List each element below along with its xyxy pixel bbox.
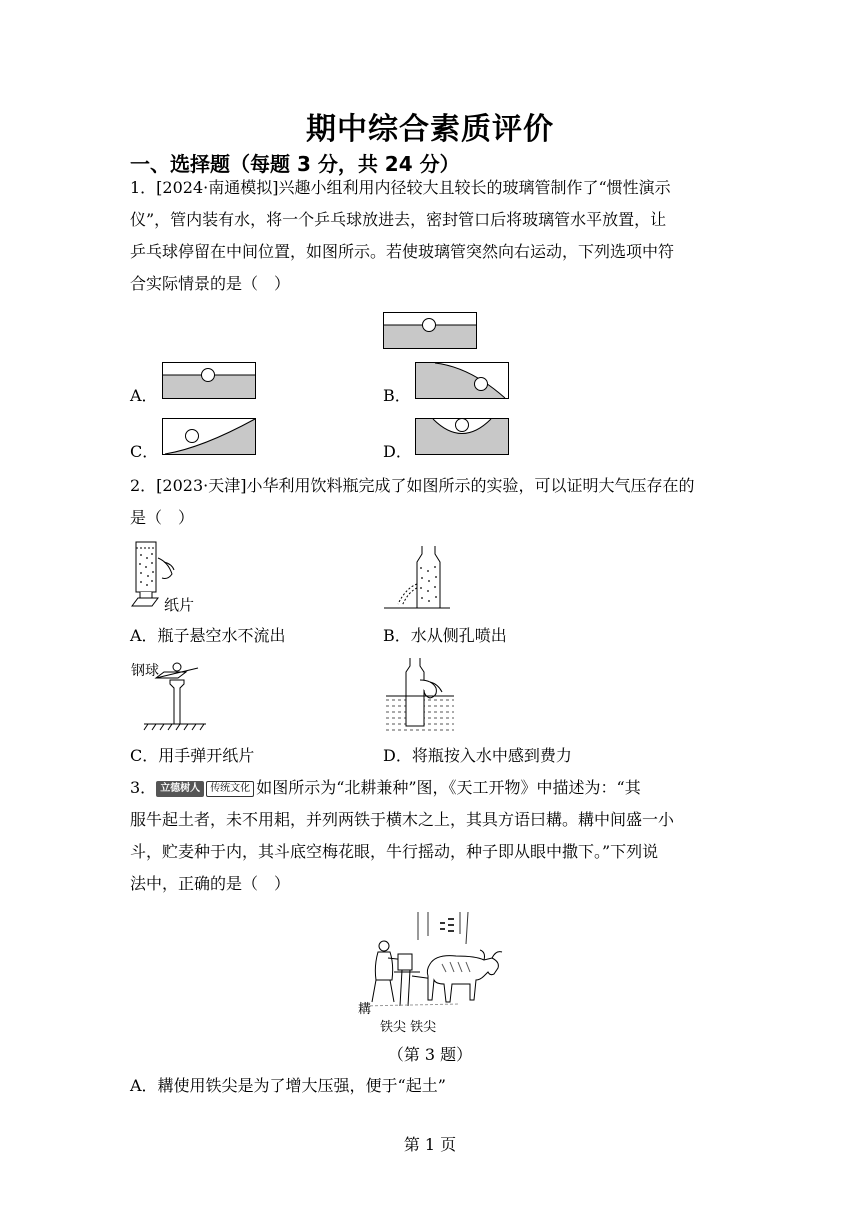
q3-line-1 [130,772,730,804]
q3-line-3: 斗，贮麦种于内，其斗底空梅花眼，牛行摇动，种子即从眼中撒下。”下列说 [130,842,659,861]
question-1-text [130,172,730,300]
question-2-text [130,470,730,534]
q3-number: 3． [130,778,157,797]
q3-line-2: 服牛起土者，未不用耜，并列两铁于横木之上，其具方语曰耩。耩中间盛一小 [130,810,675,829]
q1-option-d-figure [415,418,509,456]
q2-line-2: 是（ ） [130,508,195,527]
q1-option-b-figure [415,362,509,400]
badge-traditional-culture: 传统文化 [206,781,254,797]
q1-line-1: 1．[2024·南通模拟]兴趣小组利用内径较大且较长的玻璃管制作了“惯性演示 [130,178,671,197]
q3-option-a[interactable]: A．耩使用铁尖是为了增大压强，便于“起土” [130,1076,446,1095]
badge-lide-shuren: 立德树人 [156,781,204,797]
q1-option-c[interactable]: C． [130,442,159,461]
q2-figure-b [384,544,454,612]
page-number: 第 1 页 [403,1135,457,1154]
q3-label-tips: 铁尖 铁尖 [380,1020,437,1035]
q2-option-c[interactable]: C．用手弹开纸片 [130,746,255,765]
q2-option-a[interactable]: A．瓶子悬空水不流出 [130,626,286,645]
q3-label-tool: 耩 [358,1002,372,1017]
q1-line-3: 乒乓球停留在中间位置，如图所示。若使玻璃管突然向右运动，下列选项中符 [130,242,675,261]
q3-line-4: 法中，正确的是（ ） [130,874,291,893]
q2-option-b[interactable]: B．水从侧孔喷出 [383,626,507,645]
q1-option-c-figure [162,418,256,456]
q1-main-figure [383,312,477,350]
q3-line-1-text: 如图所示为“北耕兼种”图，《天工开物》中描述为：“其 [256,778,641,797]
section-heading: 一、选择题（每题 3 分，共 24 分） [130,152,460,176]
question-3-text [130,772,730,900]
q1-option-d[interactable]: D． [383,442,412,461]
q2-label-paper: 纸片 [164,596,195,614]
q1-option-b[interactable]: B． [383,386,411,405]
q1-line-4: 合实际情景的是（ ） [130,274,291,293]
q1-option-a-figure [162,362,256,400]
q2-label-ball: 钢球 [131,663,159,679]
q2-figure-d [384,656,456,736]
q1-option-a[interactable]: A． [130,386,158,405]
q2-option-d[interactable]: D．将瓶按入水中感到费力 [383,746,572,765]
q3-figure-caption: （第 3 题） [387,1045,473,1064]
q2-figure-c [130,658,210,732]
q1-line-2: 仪”，管内装有水，将一个乒乓球放进去，密封管口后将玻璃管水平放置，让 [130,210,667,229]
page-title: 期中综合素质评价 [306,112,554,147]
q2-line-1: 2．[2023·天津]小华利用饮料瓶完成了如图所示的实验，可以证明大气压存在的 [130,476,695,495]
q3-figure-ox-plough [360,910,505,1032]
